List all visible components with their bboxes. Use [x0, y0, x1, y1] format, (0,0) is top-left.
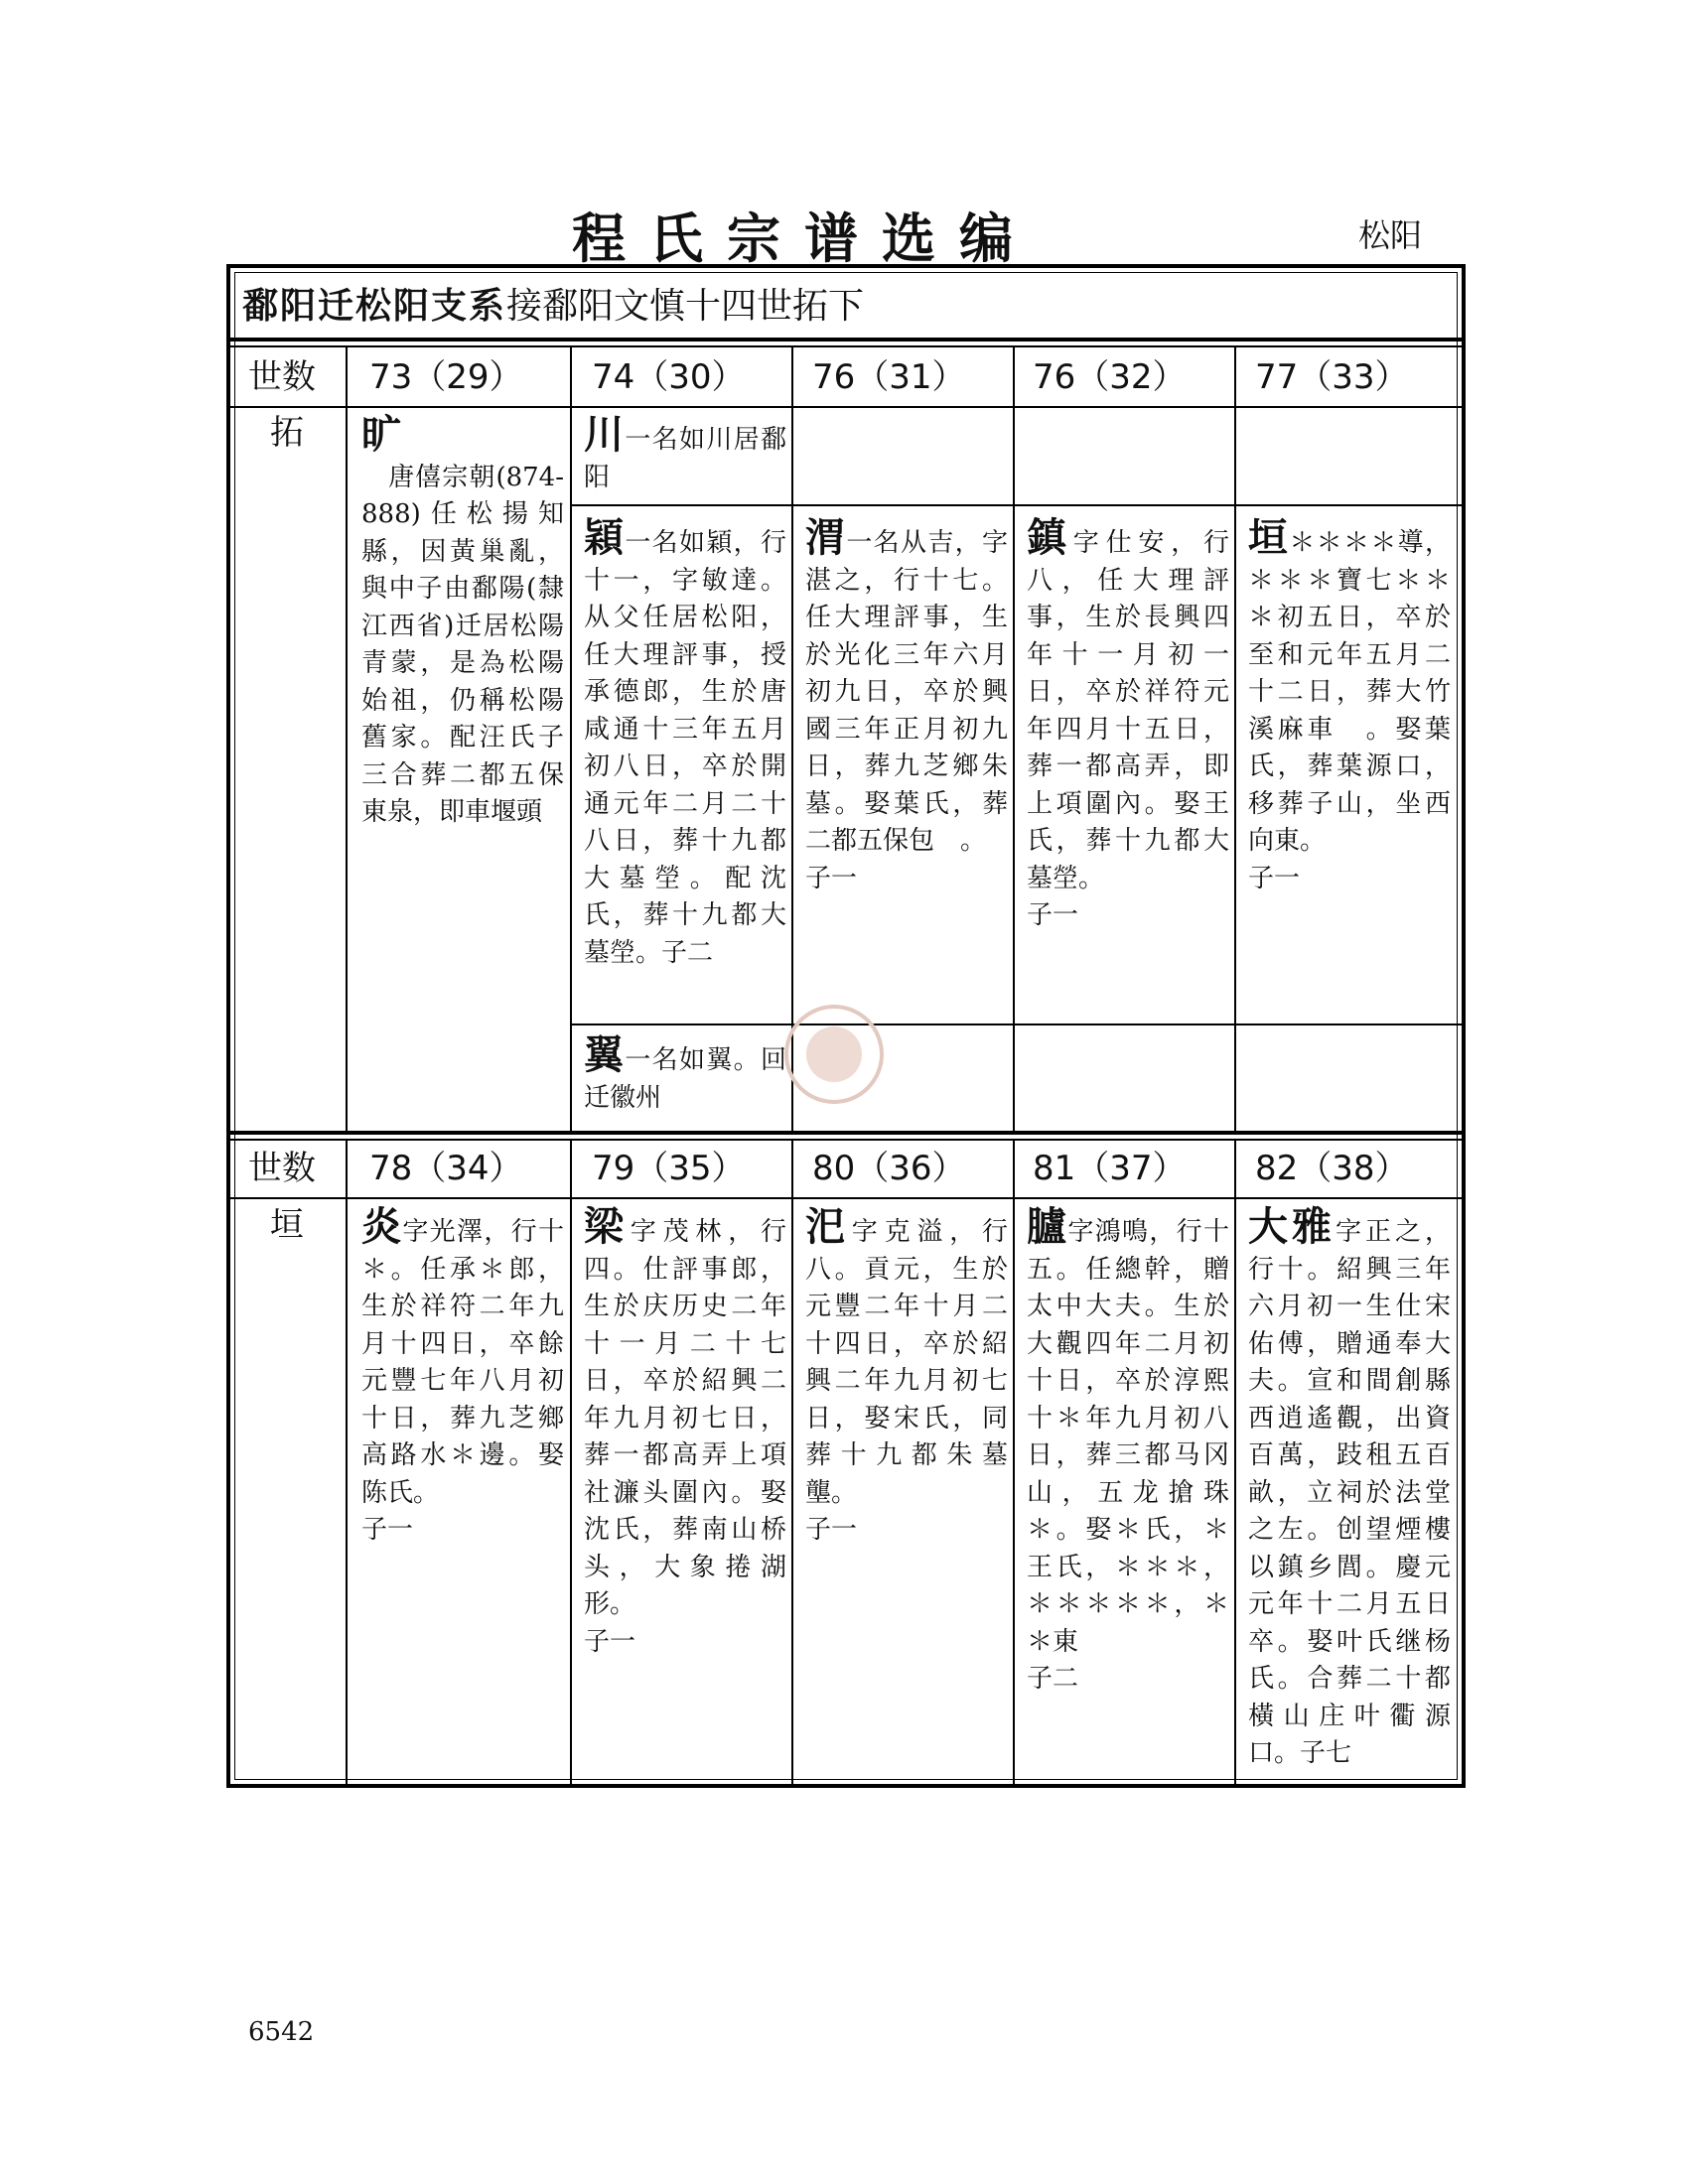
sons-count: 子一 [361, 1515, 414, 1545]
generation-header: 79（35） [592, 1149, 746, 1188]
person-entry [584, 1031, 786, 1117]
seal-stamp [784, 1005, 884, 1104]
person-name: 翼 [584, 1031, 626, 1078]
col-rule-2a [570, 347, 572, 1133]
lineage-title [242, 280, 864, 333]
col-rule-5b [1234, 1141, 1236, 1784]
person-name: 川 [584, 411, 626, 458]
sons-count: 子一 [1248, 863, 1301, 893]
row-ancestor-label: 垣 [270, 1205, 304, 1245]
person-desc: 字克溢，行八。貢元，生於元豐二年十月二十四日，卒於紹興二年九月初七日，娶宋氏，同葬十九都朱墓壟。 [805, 1217, 1008, 1508]
col-rule-1b [346, 1141, 348, 1784]
person-name: 渭 [805, 514, 847, 561]
person-desc: 字仕安，行八，任大理評事，生於長興四年十一月初一日，卒於祥符元年四月十五日，葬一都高弄，即上項圍內。娶王氏，葬十九都大墓塋。 [1027, 528, 1229, 893]
generation-header: 76（32） [1033, 357, 1187, 397]
sons-count: 子一 [805, 863, 858, 893]
sons-count: 子一 [584, 1626, 636, 1657]
page-number: 6542 [248, 2017, 315, 2047]
lineage-name: 鄱阳迁松阳支系 [242, 285, 507, 327]
person-entry [1248, 514, 1451, 897]
generation-header: 82（38） [1255, 1149, 1409, 1188]
person-desc: 一名如穎，行十一，字敏達。从父任居松阳，任大理評事，授承德郎，生於唐咸通十三年五月初八日，卒於開通元年二月二十八日，葬十九都大墓塋。配沈氏，葬十九都大墓塋。子二 [584, 528, 786, 968]
person-name: 臚 [1027, 1203, 1068, 1250]
rule-title-bottom-2 [230, 345, 1462, 347]
rule-sub-2 [570, 1024, 1462, 1025]
generation-label: 世数 [248, 1149, 316, 1188]
person-entry [584, 514, 786, 972]
generation-header: 73（29） [369, 357, 523, 397]
rule-title-bottom [230, 338, 1462, 341]
generation-header: 74（30） [592, 357, 746, 397]
col-rule-4a [1013, 347, 1015, 1133]
generation-header: 77（33） [1255, 357, 1409, 397]
person-name: 梁 [584, 1203, 631, 1250]
person-desc: 唐僖宗朝(874-888)任松揚知縣，因黃巢亂，與中子由鄱陽(隸江西省)迁居松陽青蒙，是為松陽始祖，仍稱松陽舊家。配汪氏子三合葬二都五保東泉，即車堰頭 [361, 462, 564, 827]
col-rule-3b [791, 1141, 793, 1784]
col-rule-2b [570, 1141, 572, 1784]
generation-header: 81（37） [1033, 1149, 1187, 1188]
person-entry [805, 514, 1008, 897]
person-entry [361, 1203, 564, 1550]
person-entry [1248, 1203, 1451, 1773]
col-rule-5a [1234, 347, 1236, 1133]
person-name: 大雅 [1248, 1203, 1336, 1250]
person-entry [1027, 514, 1229, 935]
rule-part-divider-2 [230, 1139, 1462, 1141]
page-place: 松阳 [1358, 216, 1423, 254]
person-desc: 一名如翼。回迁徽州 [584, 1045, 786, 1113]
rule-header2-bottom [230, 1197, 1462, 1199]
person-desc: 一名从吉，字湛之，行十七。任大理評事，生於光化三年六月初九日，卒於興國三年正月初九日，葬九芝鄉朱墓。娶葉氏，葬二都五保包 。 [805, 528, 1008, 856]
person-desc: 字茂林，行四。仕評事郎，生於庆历史二年十一月二十七日，卒於紹興二年九月初七日，葬一都高弄上項社濂头圍內。娶沈氏，葬南山桥头，大象捲湖形。 [584, 1217, 786, 1619]
col-rule-3a [791, 347, 793, 1133]
person-entry [361, 411, 564, 832]
rule-part-divider [230, 1131, 1462, 1135]
sons-count: 子一 [805, 1515, 858, 1545]
page-title: 程氏宗谱选编 [572, 206, 1037, 270]
sons-count: 子一 [1027, 900, 1079, 930]
rule-sub-1 [570, 504, 1462, 506]
person-entry [805, 1203, 1008, 1550]
person-desc: ＊＊＊＊導，＊＊＊寶七＊＊＊初五日，卒於至和元年五月二十二日，葬大竹溪麻車 。娶葉氏，葬葉源口，移葬子山，坐西向東。 [1248, 528, 1451, 856]
person-name: 汜 [805, 1203, 852, 1250]
person-entry [1027, 1203, 1229, 1699]
person-desc: 一名如川居鄱阳 [584, 425, 786, 492]
generation-header: 80（36） [812, 1149, 966, 1188]
generation-header: 76（31） [812, 357, 966, 397]
person-name: 旷 [361, 411, 401, 458]
lineage-note: 接鄱阳文慎十四世拓下 [506, 286, 865, 327]
person-entry [584, 411, 786, 496]
person-desc: 字正之，行十。紹興三年六月初一生仕宋佑傅，贈通奉大夫。宣和間創縣西逍遙觀，出資百萬，跂租五百畝，立祠於法堂之左。创望煙樓以鎮乡閭。慶元元年十二月五日卒。娶叶氏继杨氏。合葬二十都橫山庄叶衢源口。子七 [1248, 1217, 1451, 1768]
person-name: 鎮 [1027, 514, 1073, 561]
sons-count: 子二 [1027, 1664, 1079, 1694]
person-desc: 字鴻鳴，行十五。任總幹，贈太中大夫。生於大觀四年二月初十日，卒於淳熙十＊年九月初八日，葬三都马冈山，五龙搶珠＊。娶＊氏，＊王氏，＊＊＊，＊＊＊＊＊，＊＊東 [1027, 1217, 1229, 1657]
person-name: 垣 [1248, 514, 1290, 561]
person-name: 穎 [584, 514, 626, 561]
generation-header: 78（34） [369, 1149, 523, 1188]
person-name: 炎 [361, 1203, 403, 1250]
row-ancestor-label: 拓 [270, 413, 304, 453]
person-desc: 字光澤，行十＊。任承＊郎，生於祥符二年九月十四日，卒餘元豐七年八月初十日，葬九芝鄉高路水＊邊。娶陈氏。 [361, 1217, 564, 1508]
col-rule-4b [1013, 1141, 1015, 1784]
person-entry [584, 1203, 786, 1661]
generation-label: 世数 [248, 357, 316, 397]
rule-header1-bottom [230, 406, 1462, 408]
col-rule-1a [346, 347, 348, 1133]
